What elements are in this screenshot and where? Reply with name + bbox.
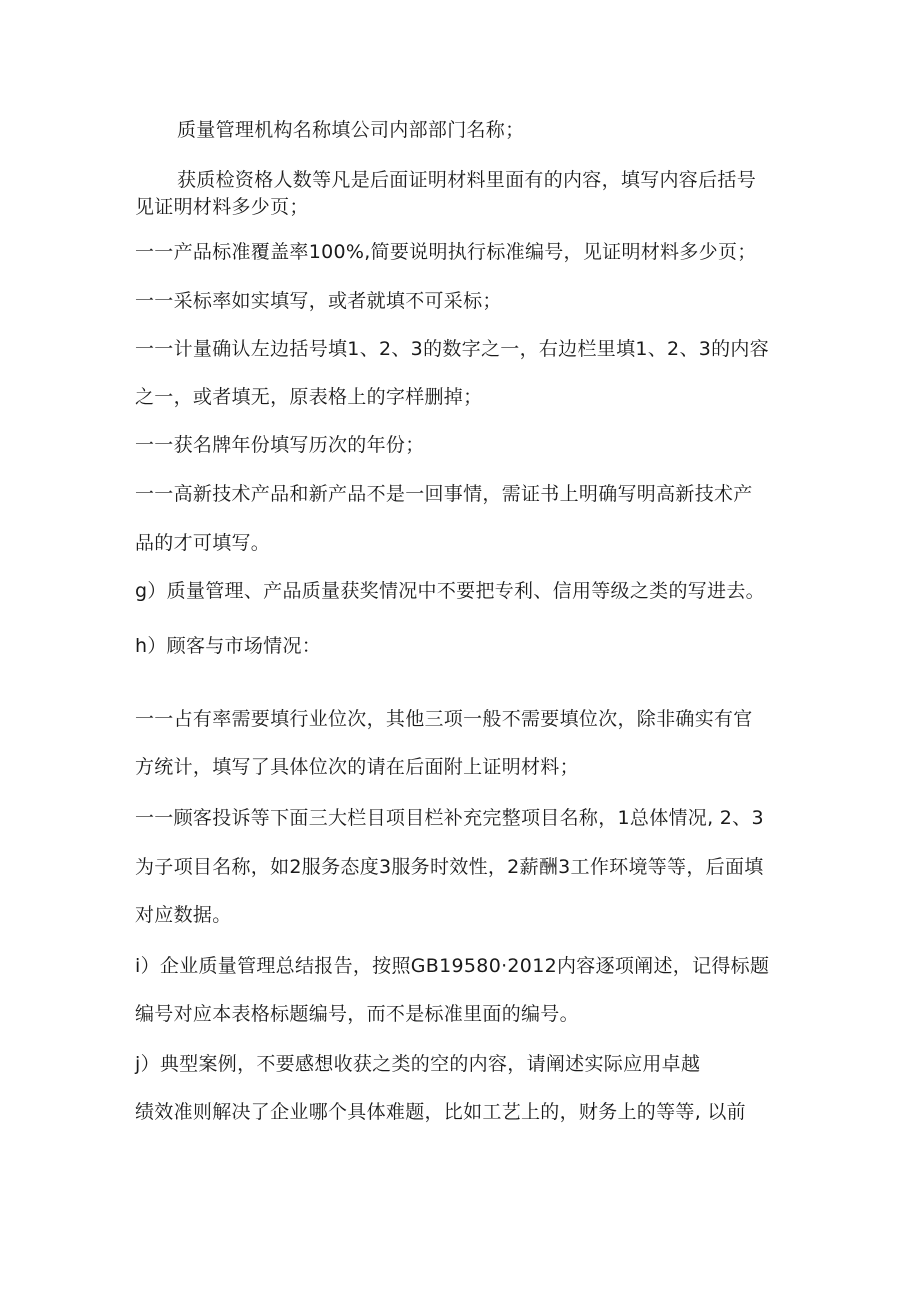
text-line: 之一，或者填无，原表格上的字样删掉； — [135, 386, 483, 408]
text-line: 一一顾客投诉等下面三大栏目项目栏补充完整项目名称，1总体情况, 2、3 — [135, 807, 764, 829]
text-line: 方统计，填写了具体位次的请在后面附上证明材料； — [135, 756, 579, 778]
text-line: 对应数据。 — [135, 904, 232, 926]
text-line: 一一计量确认左边括号填1、2、3的数字之一，右边栏里填1、2、3的内容 — [135, 338, 770, 360]
text-line: j）典型案例，不要感想收获之类的空的内容，请阐述实际应用卓越 — [135, 1053, 701, 1075]
text-line: 编号对应本表格标题编号，而不是标准里面的编号。 — [135, 1003, 579, 1025]
text-line: 见证明材料多少页； — [135, 196, 309, 218]
text-line: i）企业质量管理总结报告，按照GB19580·2012内容逐项阐述，记得标题 — [135, 955, 770, 977]
text-line: 质量管理机构名称填公司内部部门名称； — [177, 119, 525, 141]
text-line: 一一占有率需要填行业位次，其他三项一般不需要填位次，除非确实有官 — [135, 708, 753, 730]
text-line: 一一产品标准覆盖率100%,简要说明执行标准编号，见证明材料多少页； — [135, 241, 757, 263]
text-line: 品的才可填写。 — [135, 532, 271, 554]
text-line: 为子项目名称，如2服务态度3服务时效性，2薪酬3工作环境等等，后面填 — [135, 856, 764, 878]
text-line: 一一获名牌年份填写历次的年份； — [135, 434, 425, 456]
text-line: h）顾客与市场情况： — [135, 635, 322, 657]
text-line: 获质检资格人数等凡是后面证明材料里面有的内容，填写内容后括号 — [177, 169, 757, 191]
text-line: 一一高新技术产品和新产品不是一回事情，需证书上明确写明高新技术产 — [135, 483, 753, 505]
text-line: 一一采标率如实填写，或者就填不可采标； — [135, 290, 502, 312]
text-line: 绩效准则解决了企业哪个具体难题，比如工艺上的，财务上的等等, 以前 — [135, 1101, 746, 1123]
text-line: g）质量管理、产品质量获奖情况中不要把专利、信用等级之类的写进去。 — [135, 580, 765, 602]
